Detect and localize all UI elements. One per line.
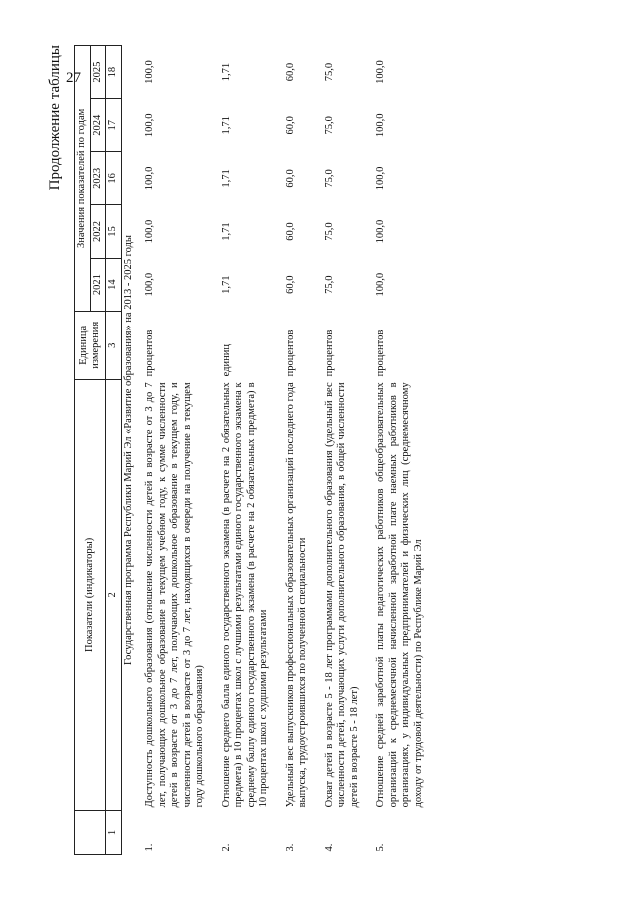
- value-cell: 100,0: [375, 60, 386, 84]
- value-cell: 100,0: [144, 272, 155, 297]
- value-cell: 100,0: [375, 166, 386, 191]
- continuation-title: Продолжение таблицы: [47, 45, 63, 191]
- value-cell: 75,0: [323, 275, 335, 294]
- indicator-text: Удельный вес выпускников профессиональных образовательных организаций последнего года выпуска, трудоустроившихся по полученной специальности: [284, 382, 308, 808]
- table-row: [136, 46, 213, 855]
- table-row: [367, 46, 431, 855]
- column-number: 17: [106, 99, 122, 152]
- value-cell: 75,0: [323, 169, 335, 188]
- indicator-text: Отношение средней заработной платы педагогических работников общеобразовательных организаций к среднемесячной начисленной заработной плате наемных работников в организациях, у индивидуальных предпринимателей и физических лиц (среднемесячному доходу от трудовой деятельности) по Республике Марий Эл: [375, 382, 424, 808]
- unit-cell: процентов: [323, 329, 335, 377]
- value-cell: 75,0: [323, 62, 335, 82]
- value-cell: 100,0: [375, 219, 386, 244]
- column-number: 2: [106, 379, 122, 810]
- indicator-text: Охват детей в возрасте 5 - 18 лет программами дополнительного образования (удельный вес численности детей, получающих услуги дополнительного образования, в общей численности детей в возрасте 5 - 18 лет): [323, 382, 360, 808]
- unit-cell: процентов: [375, 329, 386, 377]
- header-year: 2023: [90, 152, 106, 205]
- column-number: 18: [106, 46, 122, 99]
- unit-cell: единиц: [220, 344, 232, 377]
- header-year: 2025: [90, 46, 106, 99]
- value-cell: 100,0: [144, 113, 155, 138]
- table-row: [316, 46, 368, 855]
- header-year: 2022: [90, 205, 106, 258]
- row-number: 4.: [323, 843, 335, 852]
- header-unit: Единица измерения: [75, 311, 106, 379]
- column-number: 1: [106, 810, 122, 854]
- value-cell: 1,71: [220, 169, 232, 188]
- value-cell: 60,0: [284, 116, 296, 135]
- value-cell: 100,0: [375, 113, 386, 138]
- column-number: 3: [106, 311, 122, 379]
- indicators-table: [74, 45, 431, 855]
- indicator-text: Отношение среднего балла единого государственного экзамена (в расчете на 2 обязательных предмета) в 10 процентах школ с лучшими результатами единого государственного экзамена к среднему баллу единого государственного экзамена (в расчете на 2 обязательных предмета) в 10 процентах школ с худшими результатами: [220, 382, 269, 808]
- column-number: 16: [106, 152, 122, 205]
- value-cell: 60,0: [284, 222, 296, 241]
- row-number: 3.: [284, 843, 296, 852]
- table-row: [277, 46, 316, 855]
- value-cell: 100,0: [144, 60, 155, 84]
- unit-cell: процентов: [284, 329, 296, 377]
- value-cell: 60,0: [284, 275, 296, 294]
- unit-cell: процентов: [144, 329, 155, 377]
- value-cell: 1,71: [220, 62, 232, 82]
- header-values-group: Значения показателей по годам: [75, 46, 91, 312]
- program-title: Государственная программа Республики Марий Эл «Развитие образования» на 2013 - 2025 годы: [121, 46, 136, 855]
- page-number: 27: [66, 70, 81, 86]
- value-cell: 60,0: [284, 169, 296, 188]
- value-cell: 100,0: [144, 219, 155, 244]
- header-year: 2021: [90, 258, 106, 311]
- column-number: 15: [106, 205, 122, 258]
- value-cell: 1,71: [220, 275, 232, 294]
- value-cell: 1,71: [220, 222, 232, 241]
- header-year: 2024: [90, 99, 106, 152]
- row-number: 1.: [144, 843, 155, 852]
- row-number: 2.: [220, 843, 232, 852]
- column-number: 14: [106, 258, 122, 311]
- value-cell: 75,0: [323, 116, 335, 135]
- header-indicator: Показатели (индикаторы): [75, 379, 106, 810]
- table-row: [213, 46, 277, 855]
- row-number: 5.: [375, 843, 386, 852]
- value-cell: 1,71: [220, 116, 232, 135]
- value-cell: 60,0: [284, 62, 296, 82]
- header-number-cell: [75, 810, 106, 854]
- value-cell: 100,0: [144, 166, 155, 191]
- value-cell: 100,0: [375, 272, 386, 297]
- indicator-text: Доступность дошкольного образования (отношение численности детей в возрасте от 3 до 7 лет, получающих дошкольное образование в текущем учебном году, к сумме численности детей в возрасте от 3 до 7 лет, получающих дошкольное образование в текущем году, и численности детей в возрасте от 3 до 7 лет, находящихся в очереди на получение в текущем году дошкольного образования): [144, 382, 205, 808]
- rotated-page-content: [45, 45, 565, 855]
- value-cell: 75,0: [323, 222, 335, 241]
